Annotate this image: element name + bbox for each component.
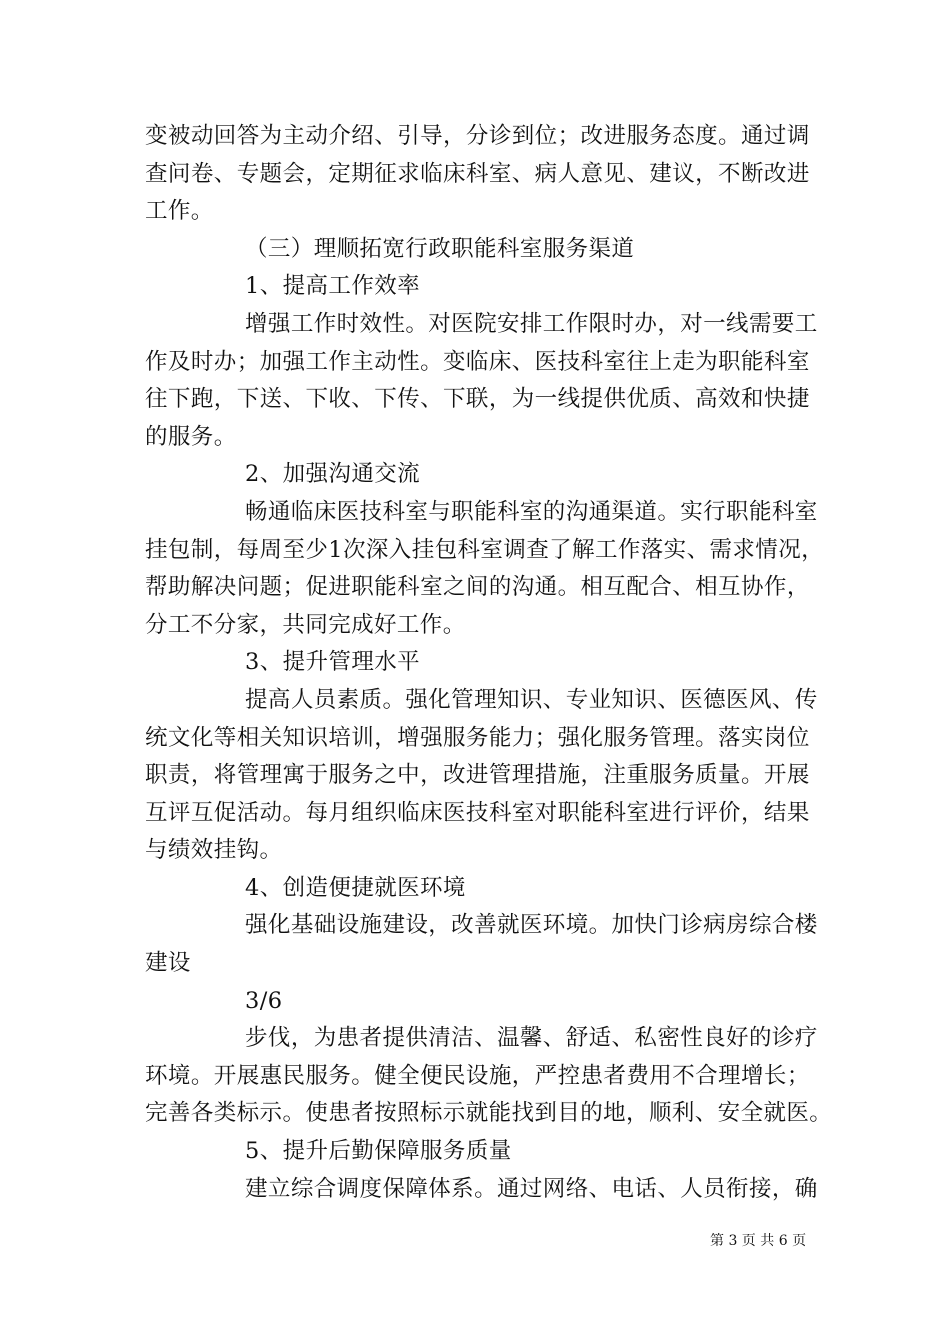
text-line: 互 评 互 促 活 动 。 每 月 组 织 临 床 医 技 科 室 对 职 能 科 室 进 行 评 价 ， 结 果: [145, 799, 810, 826]
text-line: 畅 通 临 床 医 技 科 室 与 职 能 科 室 的 沟 通 渠 道 。 实 行 职 能 科 室: [245, 498, 818, 525]
text-line: 1、提高工作效率: [245, 273, 421, 300]
page-number-footer: 第 3 页 共 6 页: [710, 1233, 807, 1249]
text-line: （三）理顺拓宽行政职能科室服务渠道: [245, 235, 635, 262]
text-line: 与绩效挂钩。: [145, 837, 283, 864]
text-line: 分工不分家，共同完成好工作。: [145, 611, 466, 638]
text-line: 4、创造便捷就医环境: [245, 874, 466, 901]
text-line: 往 下 跑 ， 下 送 、 下 收 、 下 传 、 下 联 ， 为 一 线 提 供 优 质 、 高 效 和 快 捷: [145, 386, 810, 413]
text-line: 帮 助 解 决 问 题 ； 促 进 职 能 科 室 之 间 的 沟 通 。 相 互 配 合 、 相 互 协 作 ，: [145, 574, 810, 601]
text-line: 3/6: [245, 987, 283, 1014]
text-line: 5、提升后勤保障服务质量: [245, 1138, 512, 1165]
text-line: 3、提升管理水平: [245, 649, 421, 676]
text-line: 变 被 动 回 答 为 主 动 介 绍 、 引 导 ， 分 诊 到 位 ； 改 进 服 务 态 度 。 通 过 调: [145, 123, 810, 149]
text-line: 建设: [145, 950, 191, 977]
text-line: 步 伐 ， 为 患 者 提 供 清 洁 、 温 馨 、 舒 适 、 私 密 性 良 好 的 诊 疗: [245, 1025, 818, 1052]
text-line: 查 问 卷 、 专 题 会 ， 定 期 征 求 临 床 科 室 、 病 人 意 见 、 建 议 ， 不 断 改 进: [145, 160, 810, 187]
text-line: 环 境 。 开 展 惠 民 服 务 。 健 全 便 民 设 施 ， 严 控 患 者 费 用 不 合 理 增 长 ；: [145, 1062, 810, 1089]
document-body: [145, 118, 833, 1208]
text-line: 作 及 时 办 ； 加 强 工 作 主 动 性 。 变 临 床 、 医 技 科 室 往 上 走 为 职 能 科 室: [145, 348, 810, 375]
text-line: 2、加强沟通交流: [245, 461, 421, 488]
text-line: 建 立 综 合 调 度 保 障 体 系 。 通 过 网 络 、 电 话 、 人 员 衔 接 ， 确: [245, 1175, 818, 1202]
text-line: 工作。: [145, 198, 214, 225]
text-line: 统 文 化 等 相 关 知 识 培 训 ， 增 强 服 务 能 力 ； 强 化 服 务 管 理 。 落 实 岗 位: [145, 724, 810, 751]
text-line: 强 化 基 础 设 施 建 设 ， 改 善 就 医 环 境 。 加 快 门 诊 病 房 综 合 楼: [245, 912, 818, 939]
text-line: 职 责 ， 将 管 理 寓 于 服 务 之 中 ， 改 进 管 理 措 施 ， 注 重 服 务 质 量 。 开 展: [145, 762, 810, 789]
text-line: 挂 包 制 ， 每 周 至 少 1 次 深 入 挂 包 科 室 调 查 了 解 工 作 落 实 、 需 求 情 况 ，: [145, 536, 824, 563]
text-line: 的服务。: [145, 423, 237, 450]
text-line: 增 强 工 作 时 效 性 。 对 医 院 安 排 工 作 限 时 办 ， 对 一 线 需 要 工: [245, 310, 818, 337]
text-line: 完 善 各 类 标 示 。 使 患 者 按 照 标 示 就 能 找 到 目 的 地 ， 顺 利 、 安 全 就 医 。: [145, 1100, 833, 1127]
text-line: 提 高 人 员 素 质 。 强 化 管 理 知 识 、 专 业 知 识 、 医 德 医 风 、 传: [245, 686, 818, 713]
